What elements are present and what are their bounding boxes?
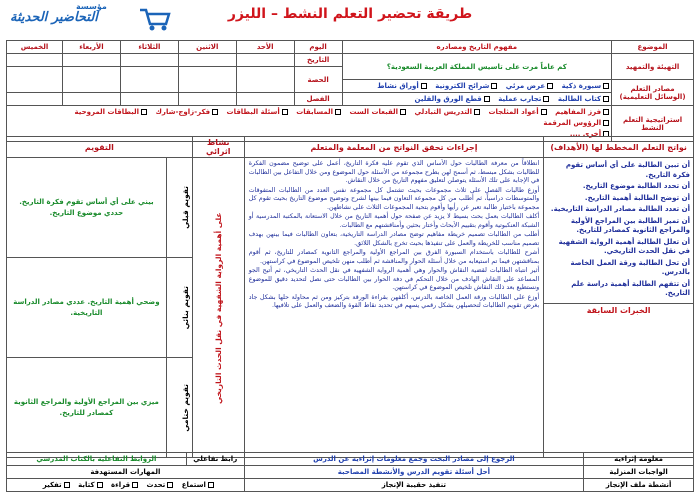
procedure-paragraph: انطلاقاً من معرفة الطالبات حول الأساس الذي تقوم عليه فكرة التاريخ، أعمل على توضيح مضمون الفكرة للطالبات بشكل مبسط، ثم أسمح لهن بطرح مجموعة من الأسئلة حول الموضوع ومن خلال التفاعل بين الطالبات في الإجابة على تلك الأسئلة يتوصلن لتعليق مفهوم التاريخ من خلال النقاش. — [248, 160, 540, 184]
strategy-item: القبعات الست — [349, 108, 399, 116]
skills-label: المهارات المستهدفة — [7, 466, 245, 479]
objectives-cell — [544, 158, 694, 458]
skills-row — [7, 479, 245, 492]
strategy-item: فرز المفاهيم — [555, 108, 602, 116]
skill-item: تفكير — [42, 481, 62, 489]
info-value: الرجوع إلى مصادر البحث وجمع معلومات إثراءيه عن الدرس — [244, 453, 583, 466]
eval-label-cell — [166, 158, 192, 258]
resources-row-1 — [342, 80, 612, 93]
header-table — [6, 40, 694, 142]
day-tue: الثلاثاء — [120, 41, 178, 54]
checkbox-icon — [64, 482, 70, 488]
checkbox-icon — [603, 83, 609, 89]
resource-item: قطع الورق والقلين — [414, 95, 482, 103]
procedure-paragraph: أثير انتباه الطالبات لقضية النقاش والحوار وهي أهمية الرواية الشفهية في نقل الحدث التاريخي، ثم أتيح الجو المساعد على النقاش الهادف من خلال التحكم في دفة الحوار بين الطالبات حتى نصل لتحديد دقيق للموضوع ونستطيع بعد ذلك النقاش تلخيص الموضوع في كراستهن. — [248, 267, 540, 291]
day-label: اليوم — [294, 41, 342, 54]
checkbox-icon — [541, 109, 547, 115]
checkbox-icon — [547, 83, 553, 89]
skill-item: كتابة — [78, 481, 95, 489]
eval-label: تقويم بنائي — [180, 285, 190, 330]
checkbox-icon — [141, 109, 147, 115]
checkbox-icon — [167, 482, 173, 488]
enrichment-header: نشاط اثرائي — [192, 137, 244, 158]
day-wed: الأربعاء — [62, 41, 120, 54]
skill-item: استماع — [181, 481, 206, 489]
strategy-item: أخرى .... — [569, 130, 602, 138]
eval-label-cell — [166, 358, 192, 458]
resource-item: تجارب عملية — [498, 95, 542, 103]
strategy-item: التدريس التبادلي — [414, 108, 473, 116]
day-sun: الأحد — [236, 41, 294, 54]
eval-text: بيني على أي أساس تقوم فكرة التاريخ. حددي موضوع التاريخ. — [7, 158, 167, 258]
footer-table — [6, 452, 694, 492]
resource-item: كتاب الطالبة — [557, 95, 602, 103]
strategy-item: أعواد المثلجات — [488, 108, 539, 116]
enrichment-cell — [192, 158, 244, 458]
class-label: الفصل — [294, 93, 342, 106]
strategy-item: المسابقات — [296, 108, 334, 116]
homework-label: الواجبات المنزلية — [584, 466, 694, 479]
date-label: التاريخ — [294, 54, 342, 67]
procedures-cell — [244, 158, 544, 458]
prior-knowledge-label: الخبرات السابقة — [544, 303, 693, 315]
resources-row-2 — [342, 93, 612, 106]
checkbox-icon — [603, 120, 609, 126]
checkbox-icon — [543, 96, 549, 102]
logo-text: التحاضير الحديثة — [10, 10, 98, 25]
skill-item: تحدث — [146, 481, 166, 489]
homework-value: أحل أسئلة تقويم الدرس والأنشطة المصاحبة — [244, 466, 583, 479]
checkbox-icon — [282, 109, 288, 115]
link-value: الروابط التفاعلية بالكتاب المدرسي — [7, 453, 187, 466]
logo-sub: مؤسسة — [76, 2, 107, 11]
period-label: الحصة — [294, 67, 342, 93]
checkbox-icon — [335, 109, 341, 115]
eval-label-cell — [166, 258, 192, 358]
procedure-paragraph: أشرح للطالبات باستخدام السبورة الفرق بين المراجع الأولية والمراجع الثانوية كمصادر للتاريخ، ثم أقوم بمناقشتهن فيما تم استيعابه من خلال أسئلة الحوار والمناقشة ثم أطلب منهن تلخيص الموضوع في كراستهن. — [248, 249, 540, 265]
achievement-value: تنفيذ حقيبة الإنجاز — [244, 479, 583, 492]
resource-item: سبورة ذكية — [561, 82, 602, 90]
resource-item: أوراق نشاط — [377, 82, 419, 90]
checkbox-icon — [212, 109, 218, 115]
objective-item: أن تميز الطالبة بين المراجع الأولية والمراجع الثانوية كمصادر للتاريخ. — [570, 216, 690, 234]
resources-label: مصادر التعلم (الوسائل التعليمية) — [612, 80, 694, 106]
checkbox-icon — [603, 109, 609, 115]
resource-item: شرائح الكترونية — [435, 82, 490, 90]
enrichment-text: على أهمية الرواية الشفهية في نقل الحدث التاريخي — [213, 211, 223, 404]
procedures-header: إجراءات تحقق النواتج من المعلمة والمتعلم — [244, 137, 544, 158]
day-mon: الاثنين — [178, 41, 236, 54]
logo — [6, 2, 176, 36]
main-table — [6, 136, 694, 458]
link-label: رابط تفاعلي — [186, 453, 244, 466]
objective-item: أن تبين الطالبة على أي أساس تقوم فكرة التاريخ. — [565, 161, 690, 179]
info-label: معلومة إثراءيه — [584, 453, 694, 466]
intro-value: كم عاماً مرت على تاسيس المملكة العربية السعودية؟ — [342, 54, 612, 80]
strategy-item: الرؤوس المرقمة — [543, 119, 602, 127]
objective-item: أن تحل الطالبة ورقة العمل الخاصة بالدرس. — [570, 258, 690, 276]
checkbox-icon — [421, 83, 427, 89]
eval-label: تقويم قبلي — [180, 186, 190, 229]
eval-label: تقويم ختامي — [180, 383, 190, 432]
strategy-item: فكر-زاوج-شارك — [155, 108, 211, 116]
objective-item: أن توضح الطالبة أهمية التاريخ. — [584, 193, 690, 202]
procedure-paragraph: أطلب من الطالبات تصميم خريطة مفاهيم توضح مصادر الدراسة التاريخية، بتعاون الطالبات فيما بينهن بهدف تصميم مناسب للخريطة والعمل على تنفيذها بحيث تخرج بالشكل اللائق. — [248, 231, 540, 247]
procedure-paragraph: أوزع طالبات الفصل على ثلاث مجموعات بحيث تشتمل كل مجموعة نفس العدد من الطالبات المتفوقات والمتوسطات دراسياً، ثم أطلب من كل مجموعة التعاون فيما بينها لشرح وتوضيح موضوع التاريخ بحيث تقوم كل مجموعة باختيار طالبة تعبر عن رأيها وأقوم بتحية المجموعات الثلاث على نشاطهن. — [248, 186, 540, 211]
resource-item: عرض مرئي — [505, 82, 546, 90]
objective-item: أن تعدد الطالبة مصادر الدراسة التاريخية. — [550, 205, 690, 213]
evaluation-header: التقويم — [7, 137, 193, 158]
objectives-header: نواتج التعلم المخطط لها (الأهداف) — [544, 137, 694, 158]
strategy-label: استراتيجية التعلم النشط — [612, 106, 694, 142]
strategy-item: أسئلة البطاقات — [226, 108, 280, 116]
topic-value: مفهوم التاريخ ومصادره — [342, 41, 612, 54]
procedure-paragraph: أوزع على الطالبات ورقة العمل الخاصة بالدرس، أكلفهن بقراءة الورقة بتركيز ومن ثم محاولة حلها بشكل جاد بغرض تقويم الطالبات لتحصيلهن بشكل رقمي يسهم في تحديد نقاط القوة والضعف والعمل على تلافيها. — [248, 293, 540, 309]
page-title: طريقة تحضير التعلم النشط – الليزر — [227, 6, 473, 22]
checkbox-icon — [208, 482, 214, 488]
procedure-paragraph: أكلف الطالبات بعمل بحث بسيط لا يزيد عن صفحة حول أهمية التاريخ من خلال الاستعانة بالمكتبة المدرسية أو الشبكة العنكبوتية وأقوم بتقييم الأبحاث وأختار بحثين وأمناقشتهم مع الطالبات. — [248, 213, 540, 229]
eval-text: وضحي أهمية التاريخ. عددي مصادر الدراسة التاريخية. — [7, 258, 167, 358]
checkbox-icon — [603, 96, 609, 102]
achievement-label: أنشطة ملف الإنجاز — [584, 479, 694, 492]
strategy-item: البطاقات المروحية — [74, 108, 140, 116]
checkbox-icon — [484, 96, 490, 102]
objective-item: أن تحدد الطالبة موضوع التاريخ. — [582, 182, 690, 190]
checkbox-icon — [97, 482, 103, 488]
intro-label: التهيئة والتمهيد — [612, 54, 694, 80]
checkbox-icon — [400, 109, 406, 115]
day-thu: الخميس — [7, 41, 63, 54]
objective-item: أن تتفهم الطالبة أهمية دراسة علم التاريخ. — [571, 279, 690, 297]
topic-label: الموضوع — [612, 41, 694, 54]
objectives-list — [547, 161, 690, 299]
checkbox-icon — [491, 83, 497, 89]
eval-text: ميزي بين المراجع الأولية والمراجع الثانوية كمصادر للتاريخ. — [7, 358, 167, 458]
procedures-text — [245, 158, 544, 314]
skill-item: قراءة — [111, 481, 131, 489]
cart-icon — [138, 6, 172, 32]
checkbox-icon — [474, 109, 480, 115]
checkbox-icon — [132, 482, 138, 488]
objective-item: أن تعلل الطالبة أهمية الرواية الشفهية في نقل الحدث التاريخي. — [558, 237, 690, 255]
